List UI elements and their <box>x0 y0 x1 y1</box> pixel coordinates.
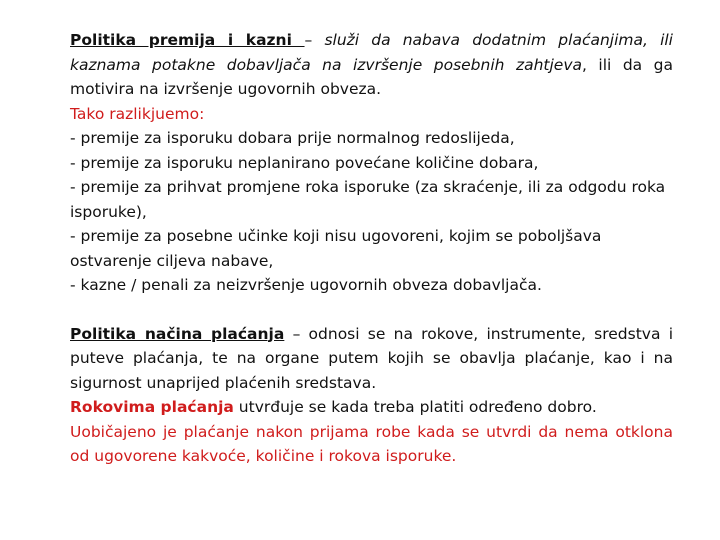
slide-content <box>70 28 673 469</box>
payment-policy-rest: – odnosi se na rokove, instrumente, sredstva i puteve plaćanja, te na organe putem kojih se obavlja plaćanje, kao i na sigurnost unaprijed plaćenih sredstava. <box>70 324 674 392</box>
payment-terms-term: Rokovima plaćanja <box>70 398 234 416</box>
payment-policy-paragraph <box>70 322 673 396</box>
premium-policy-definition: služi da nabava dodatnim plaćanjima, ili kaznama potakne dobavljača na izvršenje posebnih zahtjeva <box>70 31 673 74</box>
list-item: - premije za prihvat promjene roka isporuke (za skraćenje, ili za odgodu roka isporuke), <box>70 178 666 221</box>
payment-terms-paragraph <box>70 395 673 420</box>
distinguish-label: Tako razlikjuemo: <box>70 104 205 123</box>
payment-terms-rest: utvrđuje se kada treba platiti određeno dobro. <box>233 398 597 416</box>
list-item: - premije za isporuku neplanirano povećane količine dobara, <box>70 153 539 172</box>
premium-policy-term: Politika premija i kazni <box>70 31 305 49</box>
usual-payment-paragraph: Uobičajeno je plaćanje nakon prijama robe kada se utvrdi da nema otklona od ugovorene kakvoće, količine i rokova isporuke. <box>70 422 673 465</box>
paragraph-spacer <box>70 298 673 322</box>
premium-policy-rest: , ili da ga motivira na izvršenje ugovornih obveza. <box>70 55 673 98</box>
list-item: - premije za isporuku dobara prije normalnog redoslijeda, <box>70 129 515 147</box>
payment-policy-term: Politika načina plaćanja <box>70 324 285 343</box>
list-item: - kazne / penali za neizvršenje ugovornih obveza dobavljača. <box>70 276 542 294</box>
premium-policy-paragraph <box>70 28 673 102</box>
premium-policy-dash: – <box>304 31 325 49</box>
list-item: - premije za posebne učinke koji nisu ugovoreni, kojim se poboljšava ostvarenje ciljeva nabave, <box>70 227 602 270</box>
